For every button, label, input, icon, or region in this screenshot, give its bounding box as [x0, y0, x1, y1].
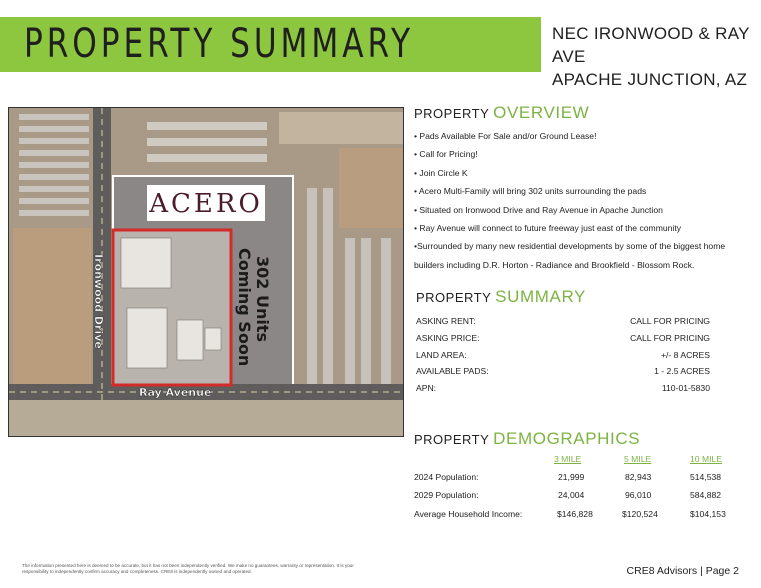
demographics-value: 82,943: [625, 472, 652, 482]
column-header-5-mile: 5 MILE: [624, 454, 652, 464]
summary-value: +/- 8 ACRES: [661, 350, 710, 360]
summary-label: AVAILABLE PADS:: [416, 366, 489, 376]
summary-label: ASKING PRICE:: [416, 333, 480, 343]
demographics-row-label: 2024 Population:: [414, 472, 479, 482]
summary-heading-accent: SUMMARY: [495, 287, 586, 306]
street-label-ray: Ray Avenue: [139, 386, 212, 399]
demographics-value: 514,538: [690, 472, 722, 482]
demographics-value: 21,999: [558, 472, 585, 482]
overview-heading-prefix: PROPERTY: [414, 106, 490, 121]
summary-value: CALL FOR PRICING: [630, 316, 710, 326]
address-line-2: APACHE JUNCTION, AZ: [552, 70, 748, 89]
summary-heading-prefix: PROPERTY: [416, 290, 492, 305]
demographics-value: 24,004: [558, 490, 585, 500]
demographics-value: $120,524: [622, 509, 658, 519]
footer-company: CRE8 Advisors: [626, 565, 698, 577]
bullet-item: • Acero Multi-Family will bring 302 units surrounding the pads: [414, 186, 647, 197]
bullet-item: • Join Circle K: [414, 167, 468, 178]
bullet-item: • Ray Avenue will connect to future freeway just east of the community: [414, 223, 682, 234]
summary-label: ASKING RENT:: [416, 316, 476, 326]
summary-value: 110-01-5830: [661, 383, 710, 393]
units-label-line2: Coming Soon: [235, 248, 254, 367]
residential-blocks-top: [147, 122, 267, 162]
demographics-value: $146,828: [557, 509, 593, 519]
column-header-10-mile: 10 MILE: [690, 454, 723, 464]
address-line-1: NEC IRONWOOD & RAY AVE: [552, 24, 750, 66]
summary-label: LAND AREA:: [416, 350, 467, 360]
acero-logo: ACERO: [149, 189, 263, 219]
aerial-site-map: [8, 107, 404, 437]
page-title: PROPERTY SUMMARY: [24, 21, 414, 67]
overview-heading-accent: OVERVIEW: [493, 103, 590, 122]
overview-bullets: [414, 127, 754, 274]
footer-separator: |: [700, 565, 703, 577]
footer-disclaimer: The information presented here is deemed to be accurate, but it has not been independently verified. We make no guarantees, warranty or representation. It is your responsibility to independently confirm accuracy and completeness. CRE8 is independently owned and operated.: [22, 563, 354, 575]
summary-row: [416, 383, 710, 393]
units-label-line1: 302 Units: [253, 256, 272, 343]
demographics-heading: [414, 429, 640, 449]
bullet-item: •Surrounded by many new residential developments by some of the biggest home builders including D.R. Horton - Radiance and Brookfield - Blossom Rock.: [414, 241, 726, 270]
summary-row: [416, 316, 710, 326]
demographics-row-label: 2029 Population:: [414, 490, 479, 500]
summary-value: CALL FOR PRICING: [630, 333, 710, 343]
footer-page-info: [627, 565, 739, 577]
farm-field: [13, 228, 91, 388]
summary-heading: [416, 287, 586, 307]
summary-row: [416, 333, 710, 343]
residential-blocks-top-left: [19, 114, 89, 216]
summary-row: [416, 366, 710, 376]
demographics-value: $104,153: [690, 509, 726, 519]
bullet-item: • Situated on Ironwood Drive and Ray Avenue in Apache Junction: [414, 204, 663, 215]
summary-row: [416, 350, 710, 360]
summary-value: 1 - 2.5 ACRES: [654, 366, 710, 376]
demographics-row-label: Average Household Income:: [414, 509, 523, 519]
bullet-item: • Pads Available For Sale and/or Ground Lease!: [414, 131, 597, 141]
demographics-heading-accent: DEMOGRAPHICS: [493, 429, 641, 448]
footer-page-number: Page 2: [705, 565, 739, 577]
overview-heading: [414, 103, 589, 123]
property-address: [552, 22, 761, 91]
demographics-value: 584,882: [690, 490, 722, 500]
street-label-ironwood: Ironwood Drive: [92, 254, 105, 349]
demographics-value: 96,010: [625, 490, 652, 500]
summary-label: APN:: [416, 383, 437, 393]
column-header-3-mile: 3 MILE: [554, 454, 582, 464]
demographics-heading-prefix: PROPERTY: [414, 432, 490, 447]
bullet-item: • Call for Pricing!: [414, 149, 478, 160]
